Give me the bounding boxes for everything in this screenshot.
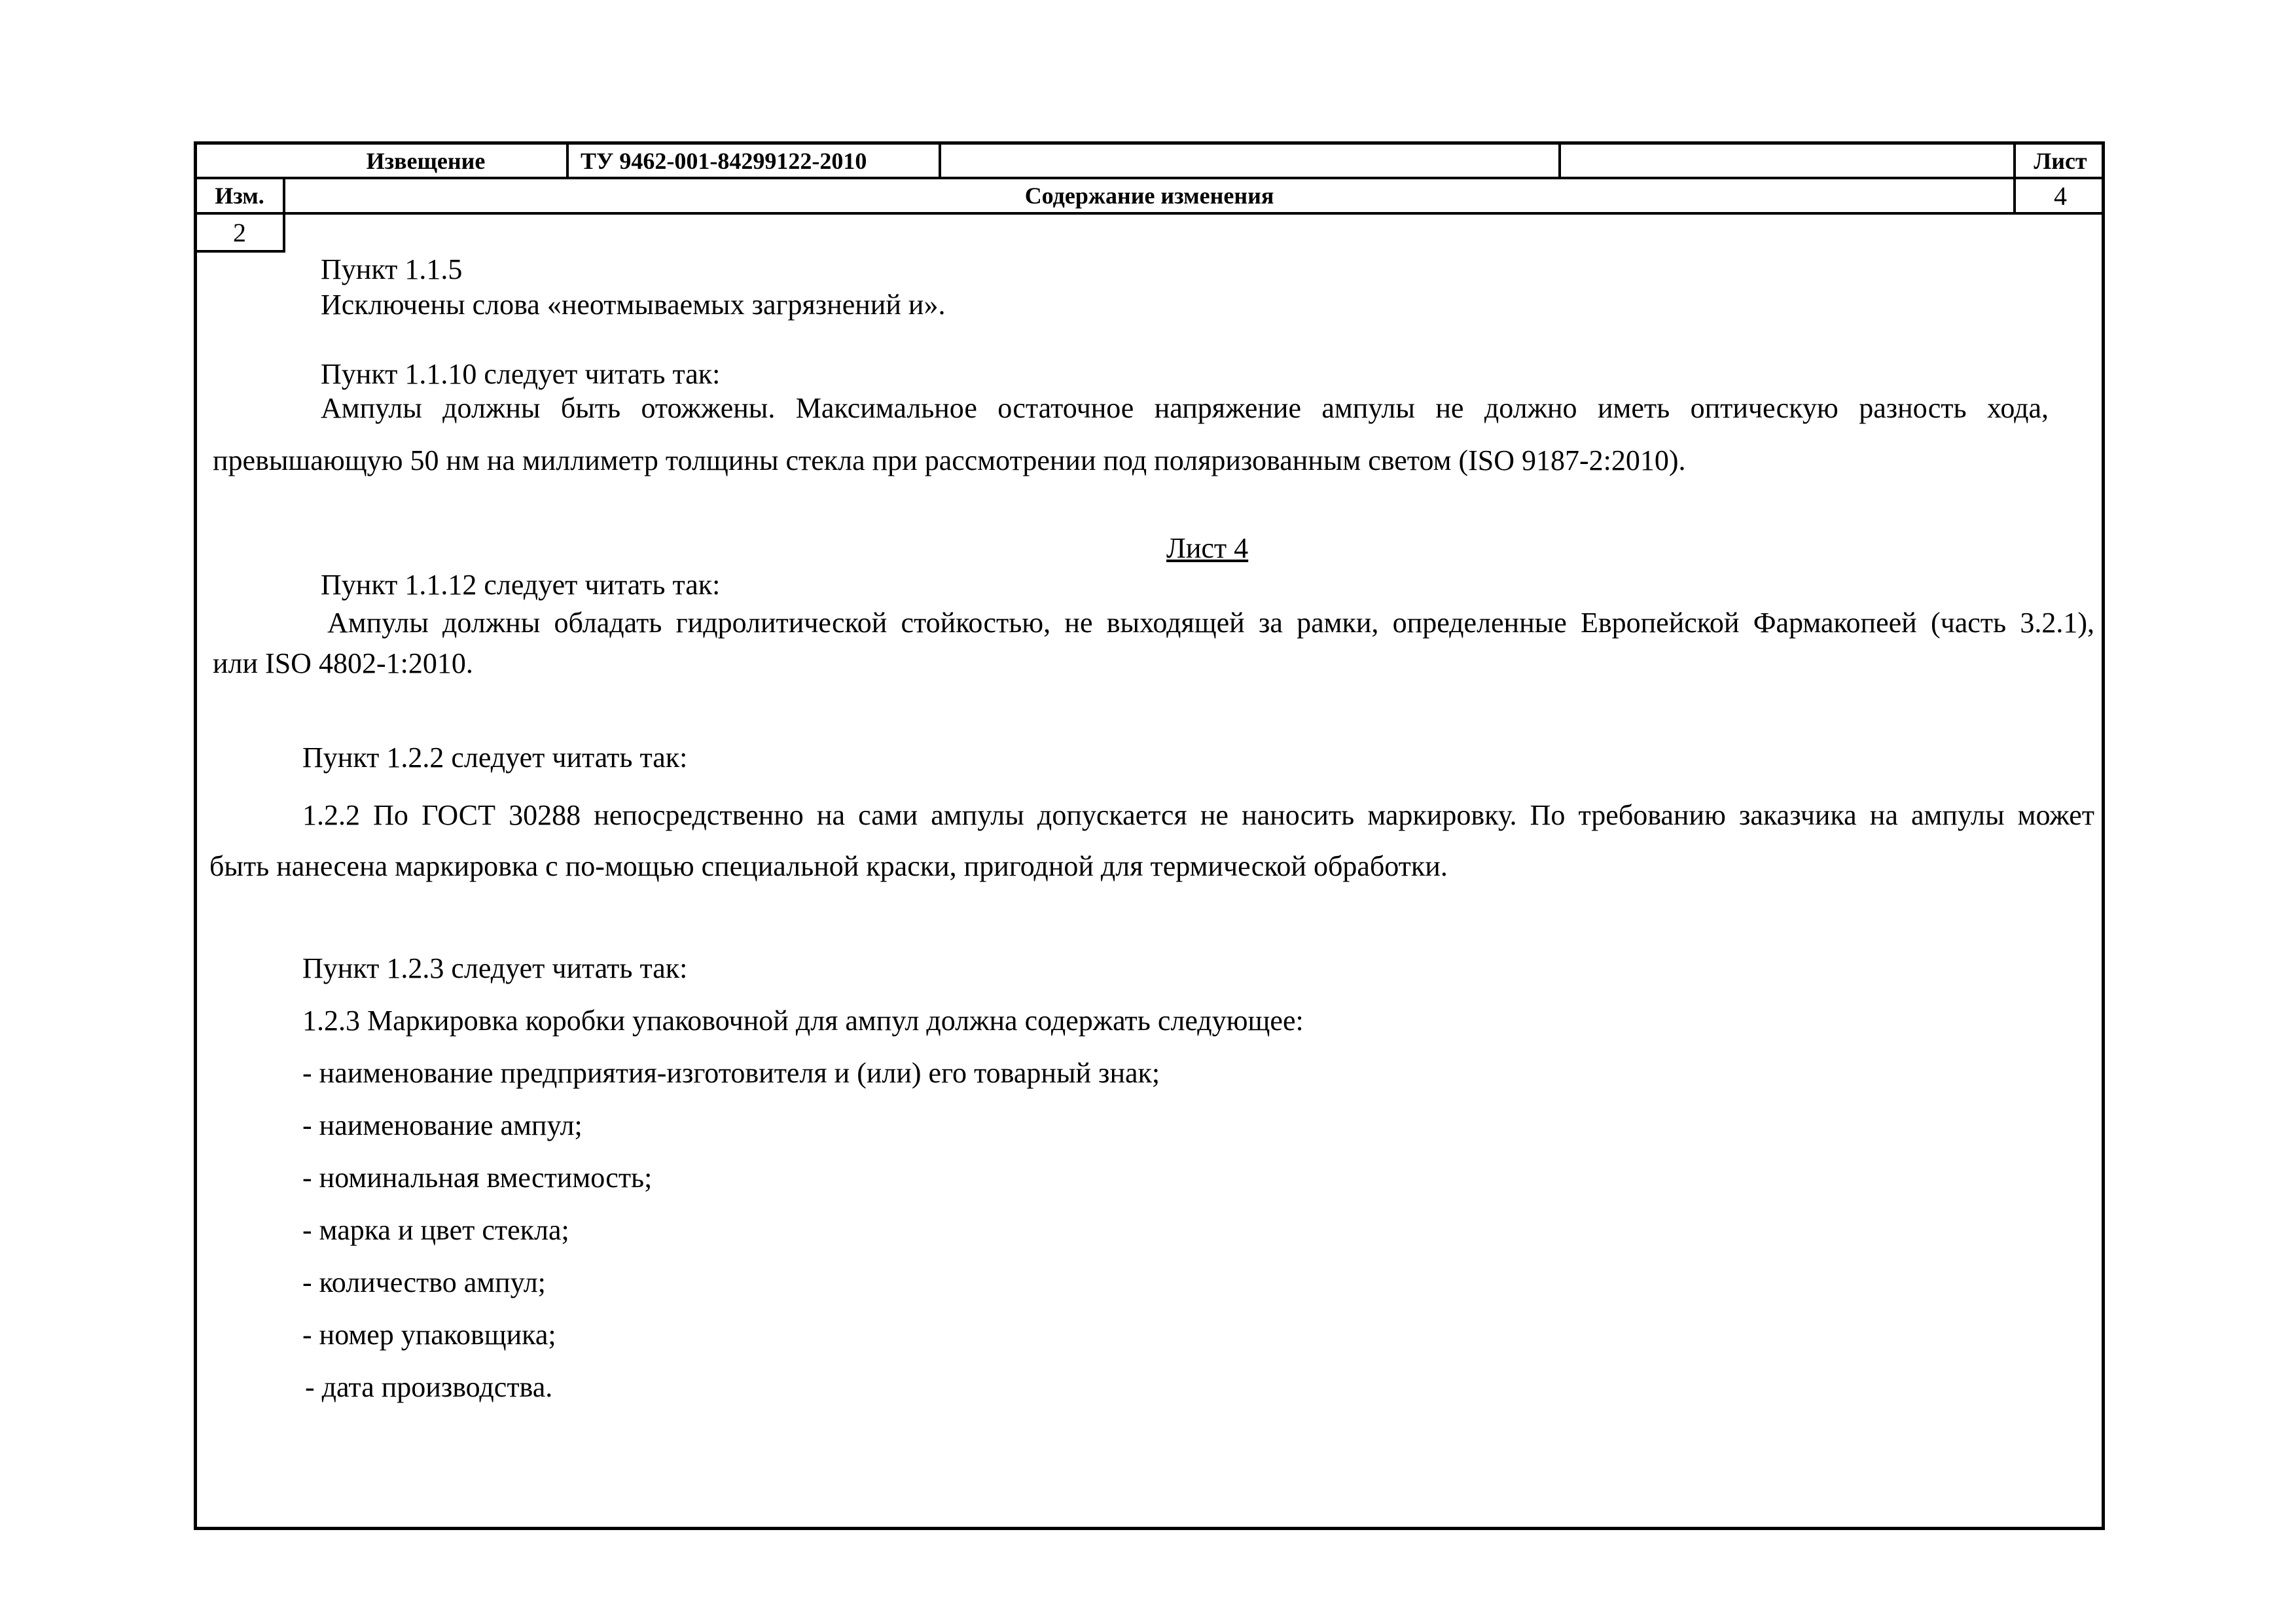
p3-title: Пункт 1.1.12 следует читать так: xyxy=(321,569,721,601)
list-item: - номер упаковщика; xyxy=(302,1319,556,1351)
p3-line2: или ISO 4802-1:2010. xyxy=(213,647,473,679)
change-number-bottom-line xyxy=(194,250,285,253)
sheet-label: Лист xyxy=(2034,148,2087,174)
header-blank-cell-1 xyxy=(941,145,1558,177)
list-item: - количество ампул; xyxy=(302,1266,546,1298)
sheet-number: 4 xyxy=(2054,181,2067,211)
notice-label: Извещение xyxy=(366,148,486,174)
p5-title: Пункт 1.2.3 следует читать так: xyxy=(302,952,688,984)
p4-line2: быть нанесена маркировка с по-мощью специальной краски, пригодной для термической обработки. xyxy=(209,850,1448,882)
list-item: - номинальная вместимость; xyxy=(302,1162,653,1194)
p2-line1: Ампулы должны быть отожжены. Максимальное остаточное напряжение ампулы не должно иметь оптическую разность хода, xyxy=(321,392,2049,424)
list-item: - наименование предприятия-изготовителя и (или) его товарный знак; xyxy=(302,1057,1160,1089)
document-number: ТУ 9462-001-84299122-2010 xyxy=(581,148,867,174)
list-item: - наименование ампул; xyxy=(302,1109,583,1141)
header-blank-cell-2 xyxy=(1561,145,2013,177)
p1-title: Пункт 1.1.5 xyxy=(321,253,463,285)
p3-line1: Ампулы должны обладать гидролитической стойкостью, не выходящей за рамки, определенные Европейской Фармакопеей (часть 3.2.1), xyxy=(327,607,2094,639)
p2-line2: превышающую 50 нм на миллиметр толщины стекла при рассмотрении под поляризованным светом (ISO 9187-2:2010). xyxy=(213,444,1686,476)
p1-text: Исключены слова «неотмываемых загрязнений и». xyxy=(321,289,946,321)
change-label: Изм. xyxy=(215,183,264,209)
header-row2-bottom-line xyxy=(194,212,2105,215)
p5-intro: 1.2.3 Маркировка коробки упаковочной для ампул должна содержать следующее: xyxy=(302,1005,1304,1037)
p2-title: Пункт 1.1.10 следует читать так: xyxy=(321,358,721,390)
list-item: - марка и цвет стекла; xyxy=(302,1214,569,1246)
content-title: Содержание изменения xyxy=(1024,183,1274,209)
p4-title: Пункт 1.2.2 следует читать так: xyxy=(302,741,688,774)
sheet-reference: Лист 4 xyxy=(1166,532,1249,564)
change-number: 2 xyxy=(233,217,246,247)
p4-line1: 1.2.2 По ГОСТ 30288 непосредственно на сами ампулы допускается не наносить маркировку. По требованию заказчика на ампулы может xyxy=(302,799,2094,831)
list-item: - дата производства. xyxy=(305,1371,553,1403)
